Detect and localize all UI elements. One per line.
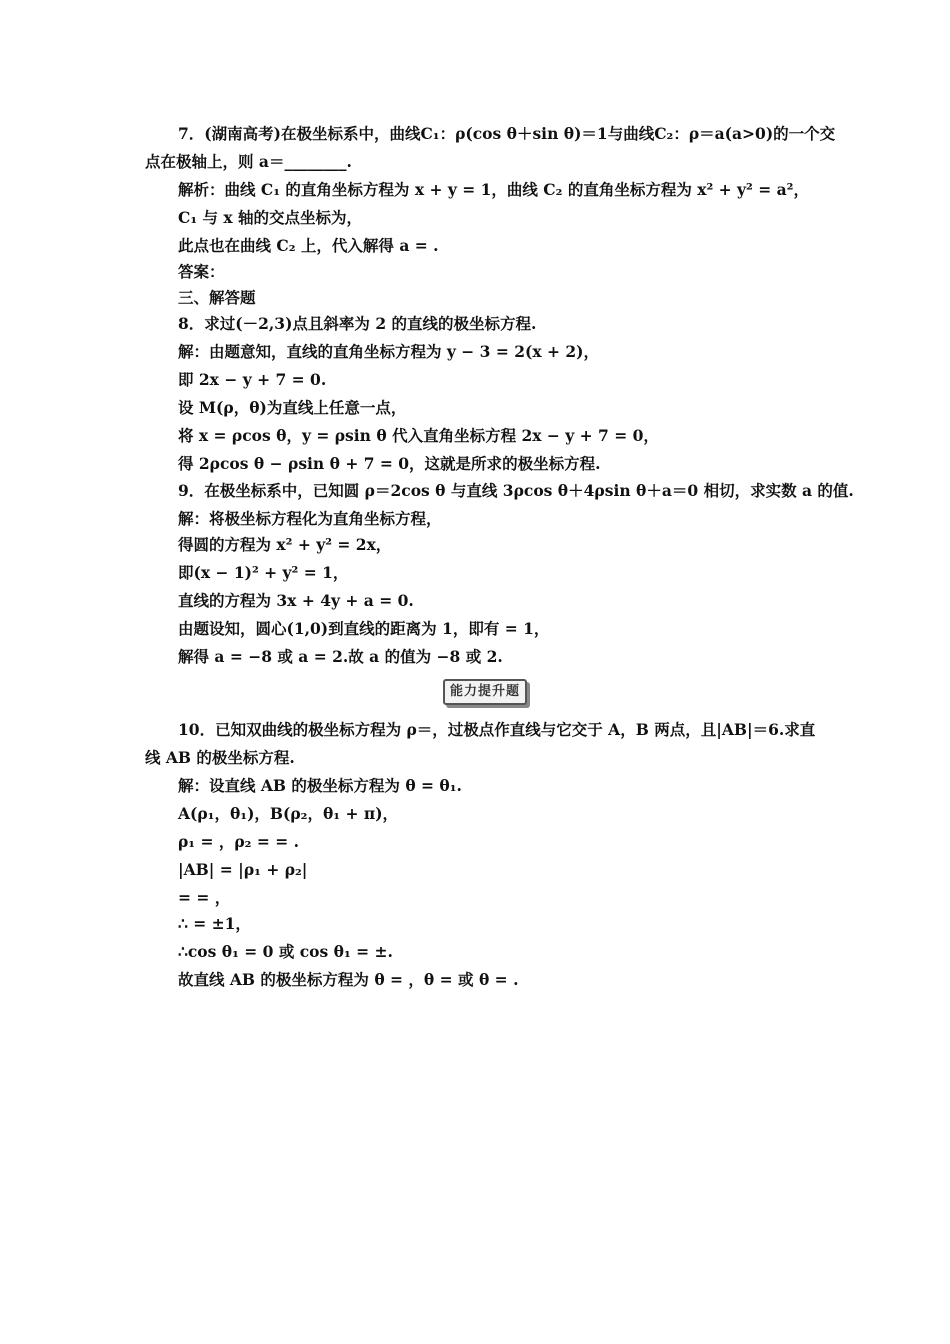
solution-9-line-5: 由题设知，圆心(1,0)到直线的距离为 1，即有 = 1， [178, 619, 550, 638]
problem-8: 8．求过(－2,3)点且斜率为 2 的直线的极坐标方程. [178, 314, 537, 333]
solution-10-line-7: ∴cos θ₁ = 0 或 cos θ₁ = ±. [178, 942, 393, 961]
solution-10-line-3: ρ₁ = ，ρ₂ = = . [178, 832, 300, 851]
solution-8-line-5: 得 2ρcos θ − ρsin θ + 7 = 0，这就是所求的极坐标方程. [178, 454, 601, 473]
solution-7-line-1: 解析：曲线 C₁ 的直角坐标方程为 x + y = 1，曲线 C₂ 的直角坐标方程为 x² + y² = a²， [178, 180, 809, 199]
solution-10-line-4: |AB| = |ρ₁ + ρ₂| [178, 860, 308, 879]
solution-7-line-3: 此点也在曲线 C₂ 上，代入解得 a = . [178, 236, 439, 255]
solution-10-line-5: = = ， [178, 888, 231, 907]
section-badge [443, 679, 527, 707]
solution-10-line-1: 解：设直线 AB 的极坐标方程为 θ = θ₁. [178, 776, 462, 795]
section-heading: 三、解答题 [178, 288, 256, 307]
solution-9-line-2: 得圆的方程为 x² + y² = 2x， [178, 535, 392, 554]
answer-label: 答案： [178, 262, 225, 281]
solution-8-line-4: 将 x = ρcos θ，y = ρsin θ 代入直角坐标方程 2x − y + 7 = 0， [178, 426, 659, 445]
solution-9-line-1: 解：将极坐标方程化为直角坐标方程， [178, 509, 442, 528]
solution-10-line-8: 故直线 AB 的极坐标方程为 θ = ，θ = 或 θ = . [178, 970, 519, 989]
problem-10-line-2: 线 AB 的极坐标方程. [145, 748, 295, 767]
solution-8-line-3: 设 M(ρ，θ)为直线上任意一点， [178, 398, 407, 417]
problem-9: 9．在极坐标系中，已知圆 ρ＝2cos θ 与直线 3ρcos θ＋4ρsin θ＋a＝0 相切，求实数 a 的值. [178, 481, 854, 500]
solution-9-line-6: 解得 a = −8 或 a = 2.故 a 的值为 −8 或 2. [178, 647, 503, 666]
solution-8-line-2: 即 2x − y + 7 = 0. [178, 370, 327, 389]
solution-9-line-4: 直线的方程为 3x + 4y + a = 0. [178, 591, 414, 610]
solution-10-line-2: A(ρ₁，θ₁)，B(ρ₂，θ₁ + π)， [178, 804, 399, 823]
solution-7-line-2: C₁ 与 x 轴的交点坐标为， [178, 208, 363, 227]
problem-7-line-1: 7．(湖南高考)在极坐标系中，曲线C₁：ρ(cos θ＋sin θ)＝1与曲线C₂：ρ＝a(a>0)的一个交 [178, 124, 836, 143]
problem-7-line-2: 点在极轴上，则 a＝________. [145, 152, 352, 171]
solution-8-line-1: 解：由题意知，直线的直角坐标方程为 y − 3 = 2(x + 2)， [178, 342, 600, 361]
section-badge-label: 能力提升题 [443, 679, 527, 705]
solution-10-line-6: ∴ = ±1， [178, 914, 251, 933]
problem-10-line-1: 10．已知双曲线的极坐标方程为 ρ＝，过极点作直线与它交于 A，B 两点，且|AB|＝6.求直 [178, 720, 816, 739]
solution-9-line-3: 即(x − 1)² + y² = 1， [178, 563, 349, 582]
